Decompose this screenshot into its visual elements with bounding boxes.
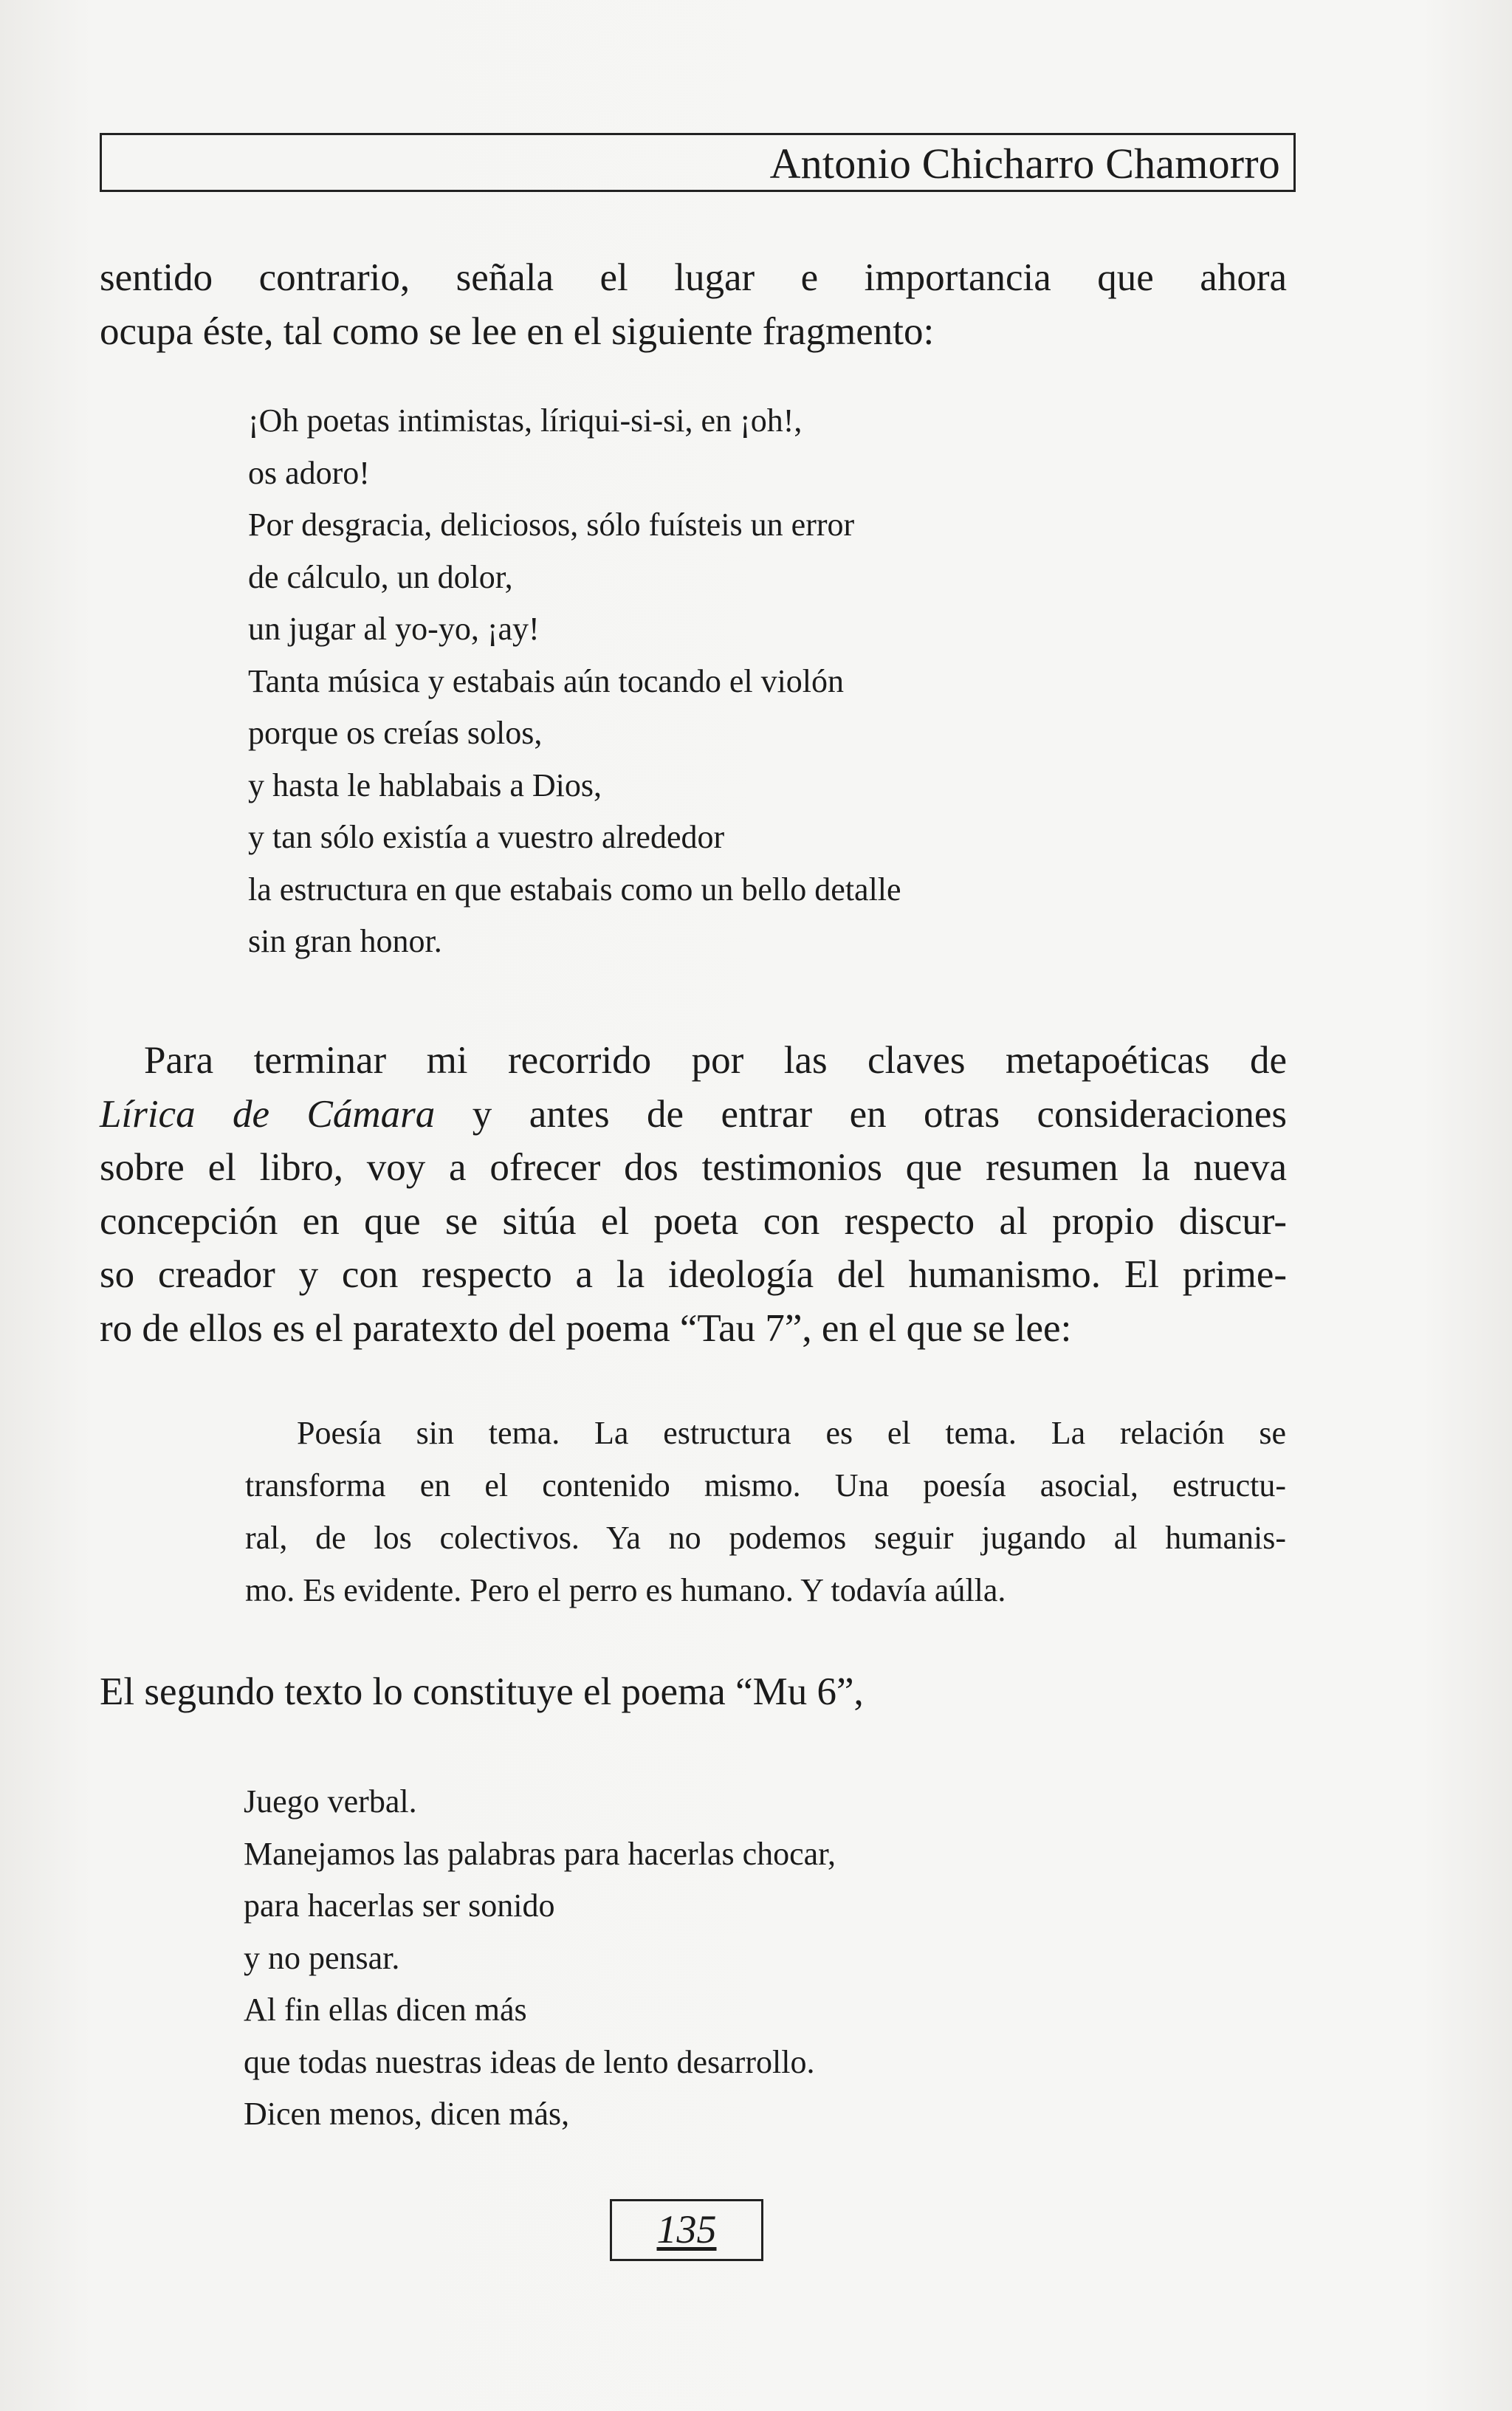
main-paragraph [100,1034,1287,1355]
page-number: 135 [656,2207,717,2251]
verse-line: Tanta música y estabais aún tocando el violón [248,662,845,699]
text-line: Para terminar mi recorrido por las claves metapoéticas de [144,1039,1287,1082]
text-line: El segundo texto lo constituye el poema “Mu 6”, [100,1670,864,1713]
verse-line: Juego verbal. [244,1783,417,1820]
running-head-author: Antonio Chicharro Chamorro [769,140,1280,188]
text-line: ocupa éste, tal como se lee en el siguiente fragmento: [100,309,935,353]
verse-line: os adoro! [248,454,370,491]
verse-line: y no pensar. [244,1939,400,1976]
verse-line: ¡Oh poetas intimistas, líriqui-si-si, en ¡oh!, [248,402,803,439]
paratext-quote [245,1407,1286,1616]
verse-line: Por desgracia, deliciosos, sólo fuísteis un error [248,507,855,543]
text-line: so creador y con respecto a la ideología del humanismo. El prime- [100,1253,1287,1296]
text-line: sentido contrario, señala el lugar e importancia que ahora [100,256,1287,299]
verse-line: y tan sólo existía a vuestro alrededor [248,819,725,855]
verse-line: para hacerlas ser sonido [244,1887,555,1924]
quote-line: Poesía sin tema. La estructura es el tema. La relación se [297,1415,1286,1451]
running-head-box [100,133,1296,192]
verse-line: Al fin ellas dicen más [244,1992,527,2028]
verse-line: que todas nuestras ideas de lento desarrollo. [244,2043,815,2080]
text-fragment: y antes de entrar en otras consideraciones [435,1092,1288,1136]
text-line [100,1088,1287,1142]
verse-line: Manejamos las palabras para hacerlas chocar, [244,1835,836,1872]
poem-mu6 [244,1776,1277,2141]
verse-line: Dicen menos, dicen más, [244,2096,570,2132]
book-title: Lírica de Cámara [100,1092,436,1136]
page-number-box [610,2199,763,2261]
verse-line: sin gran honor. [248,923,442,959]
text-line: concepción en que se sitúa el poeta con respecto al propio discur- [100,1199,1287,1243]
verse-line: y hasta le hablabais a Dios, [248,766,602,803]
intro-paragraph [100,251,1287,358]
verse-line: un jugar al yo-yo, ¡ay! [248,611,540,647]
quote-line: mo. Es evidente. Pero el perro es humano. Y todavía aúlla. [245,1572,1006,1608]
verse-line: de cálculo, un dolor, [248,558,513,595]
verse-line: porque os creías solos, [248,715,543,751]
quote-line: transforma en el contenido mismo. Una poesía asocial, estructu- [245,1467,1286,1503]
text-line: sobre el libro, voy a ofrecer dos testimonios que resumen la nueva [100,1146,1287,1189]
quote-line: ral, de los colectivos. Ya no podemos seguir jugando al humanis- [245,1520,1286,1556]
second-text-intro [100,1665,1287,1719]
text-line: ro de ellos es el paratexto del poema “Tau 7”, en el que se lee: [100,1306,1072,1350]
verse-line: la estructura en que estabais como un bello detalle [248,871,901,908]
poem-fragment [248,395,1282,968]
